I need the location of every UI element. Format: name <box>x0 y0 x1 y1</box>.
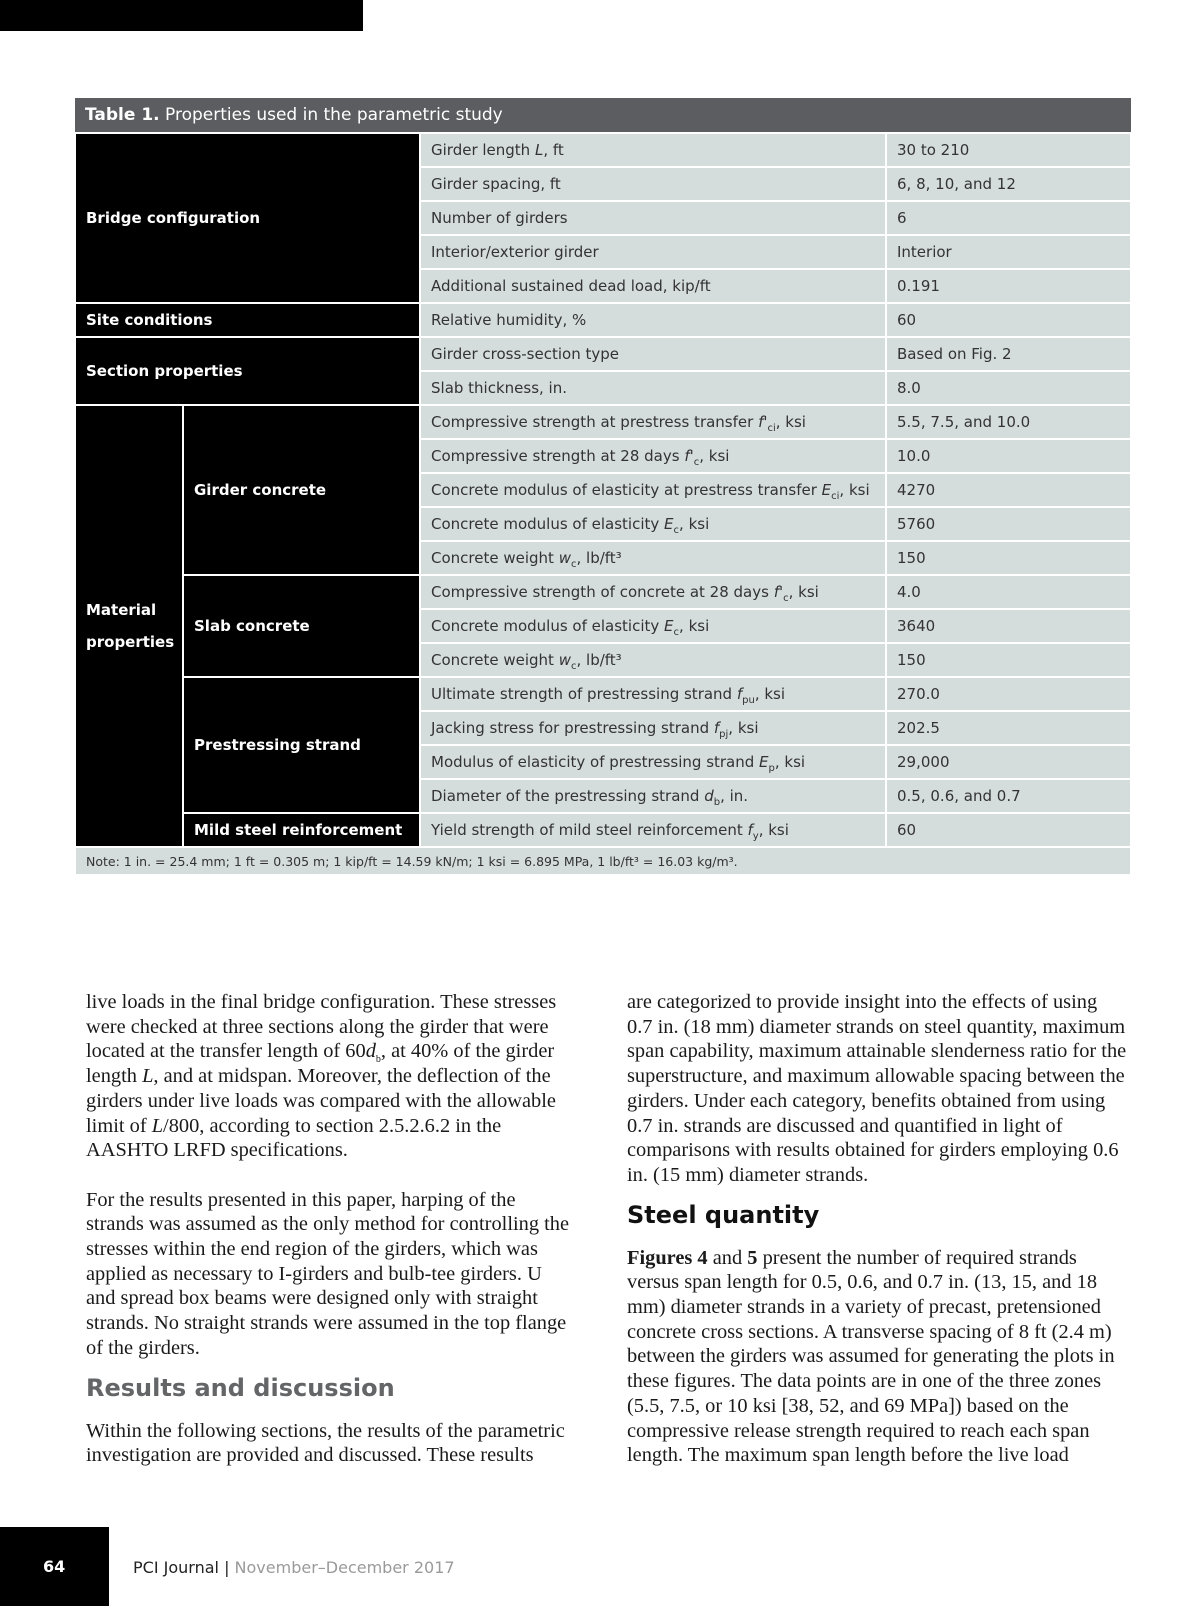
group-site-conditions: Site conditions <box>75 303 420 337</box>
running-footer <box>133 1558 455 1577</box>
table-row: Additional sustained dead load, kip/ft 0.191 <box>75 269 1131 303</box>
page-number-box <box>0 1527 109 1606</box>
table-note: Note: 1 in. = 25.4 mm; 1 ft = 0.305 m; 1 kip/ft = 14.59 kN/m; 1 ksi = 6.895 MPa, 1 lb/ft³ = 16.03 kg/m³. <box>75 847 1131 875</box>
table-row: Prestressing strand Ultimate strength of prestressing strand $f_{pu}$, ksi 270.0 <box>75 677 1131 711</box>
table-row: Concrete weight $w_c$, lb/ft³ 150 <box>75 643 1131 677</box>
table-row: Mild steel reinforcement Yield strength of mild steel reinforcement $f_y$, ksi 60 <box>75 813 1131 847</box>
section-heading-steel-quantity: Steel quantity <box>627 1200 820 1229</box>
right-column <box>627 990 1127 1468</box>
subgroup-mild-steel-reinforcement: Mild steel reinforcement <box>183 813 420 847</box>
table-row: Modulus of elasticity of prestressing strand $E_p$, ksi 29,000 <box>75 745 1131 779</box>
issue-date: November–December 2017 <box>234 1558 455 1577</box>
table-row: Compressive strength at 28 days $f'_c$, ksi 10.0 <box>75 439 1131 473</box>
table-caption: Table 1. Properties used in the parametric study <box>75 98 1131 133</box>
paragraph: are categorized to provide insight into the effects of using 0.7 in. (18 mm) diameter strands on steel quantity, maximum span capability, maximum attainable slenderness ratio for the superstructure, and maximum allowable spacing between the girders. Under each category, benefits obtained from using 0.7 in. strands are discussed and quantified in light of comparisons with results obtained for girders employing 0.6 in. (15 mm) diameter strands. <box>627 991 1127 1186</box>
page-number: 64 <box>43 1557 66 1576</box>
footer-separator: | <box>224 1558 230 1577</box>
table-row: Slab thickness, in. 8.0 <box>75 371 1131 405</box>
paragraph: For the results presented in this paper, harping of the strands was assumed as the only method for controlling the stresses within the end region of the girders, which was applied as necessary to I-girders and bulb-tee girders. U and spread box beams were designed only with straight strands. No straight strands were assumed in the top flange of the girders. <box>86 1188 570 1359</box>
table-row: Concrete weight $w_c$, lb/ft³ 150 <box>75 541 1131 575</box>
subgroup-girder-concrete: Girder concrete <box>183 405 420 575</box>
table-row: Concrete modulus of elasticity at prestress transfer $E_{ci}$, ksi 4270 <box>75 473 1131 507</box>
subgroup-slab-concrete: Slab concrete <box>183 575 420 677</box>
subgroup-prestressing-strand: Prestressing strand <box>183 677 420 813</box>
paragraph: Figures 4 and 5 present the number of required strands versus span length for 0.5, 0.6, and 0.7 in. (13, 15, and 18 mm) diameter strands in a variety of precast, pretensioned concrete cross sections. A transverse spacing of 8 ft (2.4 m) between the girders was assumed for generating the plots in these figures. The data points are in one of the three zones (5.5, 7.5, or 10 ksi [38, 52, and 69 MPa]) based on the compressive release strength required to reach each span length. The maximum span length before the live load <box>627 1246 1115 1467</box>
table-row: Girder spacing, ft 6, 8, 10, and 12 <box>75 167 1131 201</box>
group-bridge-configuration: Bridge configuration <box>75 133 420 303</box>
table-row: Site conditions Relative humidity, % 60 <box>75 303 1131 337</box>
table-row: Slab concrete Compressive strength of concrete at 28 days $f'_c$, ksi 4.0 <box>75 575 1131 609</box>
properties-table <box>74 98 1130 876</box>
paragraph: Within the following sections, the results of the parametric investigation are provided and discussed. These results <box>86 1419 565 1467</box>
section-heading-results: Results and discussion <box>86 1373 395 1402</box>
table-row: Concrete modulus of elasticity $E_c$, ksi 5760 <box>75 507 1131 541</box>
table-row: Bridge configuration Girder length L, ft 30 to 210 <box>75 133 1131 167</box>
table-row: Material properties Girder concrete Compressive strength at prestress transfer $f'_{ci}$, ksi 5.5, 7.5, and 10.0 <box>75 405 1131 439</box>
paragraph: live loads in the final bridge configuration. These stresses were checked at three sections along the girder that were located at the transfer length of $60d_b$, at 40% of the girder length L, and at midspan. Moreover, the deflection of the girders under live loads was compared with the allowable limit of L/800, according to section 2.5.2.6.2 in the AASHTO LRFD specifications. <box>86 991 557 1162</box>
table-row: Interior/exterior girder Interior <box>75 235 1131 269</box>
journal-name: PCI Journal <box>133 1558 219 1577</box>
group-material-properties: Material properties <box>75 405 183 847</box>
table-row: Concrete modulus of elasticity $E_c$, ksi 3640 <box>75 609 1131 643</box>
table-row: Diameter of the prestressing strand $d_b$, in. 0.5, 0.6, and 0.7 <box>75 779 1131 813</box>
table-row: Jacking stress for prestressing strand $f_{pj}$, ksi 202.5 <box>75 711 1131 745</box>
top-black-bar <box>0 0 363 31</box>
left-column <box>86 990 576 1468</box>
table-row: Number of girders 6 <box>75 201 1131 235</box>
table-row: Section properties Girder cross-section type Based on Fig. 2 <box>75 337 1131 371</box>
group-section-properties: Section properties <box>75 337 420 405</box>
